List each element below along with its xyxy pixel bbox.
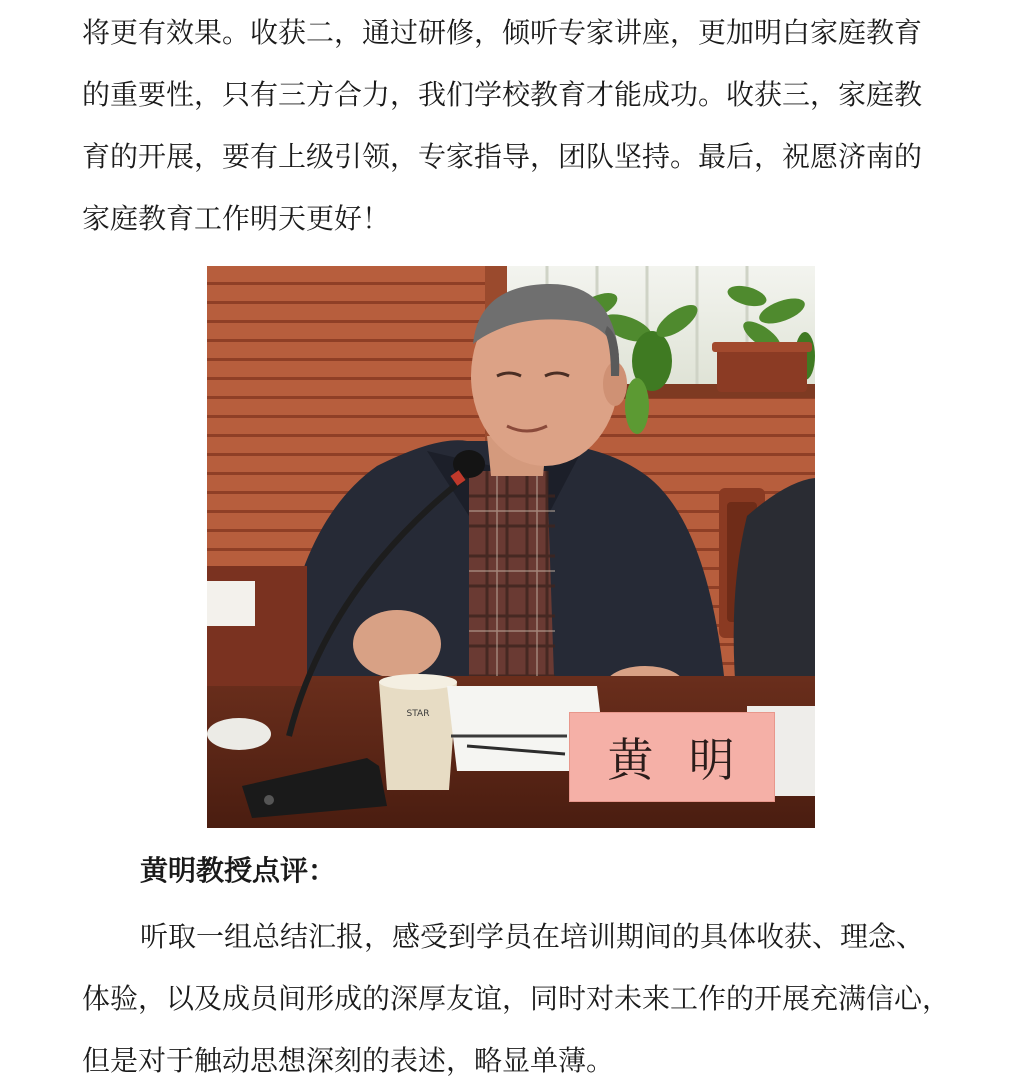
paragraph-top <box>82 2 942 250</box>
paragraph-line: 的重要性，只有三方合力，我们学校教育才能成功。收获三，家庭教 <box>82 78 923 111</box>
paragraph-line: 将更有效果。收获二，通过研修，倾听专家讲座，更加明白家庭教育 <box>82 16 923 49</box>
name-plate <box>569 712 775 802</box>
speaker-photo <box>207 266 815 828</box>
paragraph-bottom <box>82 906 951 1092</box>
name-plate-text: 黄 明 <box>607 733 737 787</box>
paragraph-line: 但是对于触动思想深刻的表述，略显单薄。 <box>82 1044 615 1077</box>
paragraph-line: 家庭教育工作明天更好！ <box>82 202 391 235</box>
paragraph-line: 育的开展，要有上级引领，专家指导，团队坚持。最后，祝愿济南的 <box>82 140 923 173</box>
paragraph-line: 体验，以及成员间形成的深厚友谊，同时对未来工作的开展充满信心， <box>82 982 951 1015</box>
cup-logo: STAR <box>406 709 430 719</box>
paragraph-line: 听取一组总结汇报，感受到学员在培训期间的具体收获、理念、 <box>140 920 925 953</box>
caption-heading: 黄明教授点评： <box>140 854 337 887</box>
